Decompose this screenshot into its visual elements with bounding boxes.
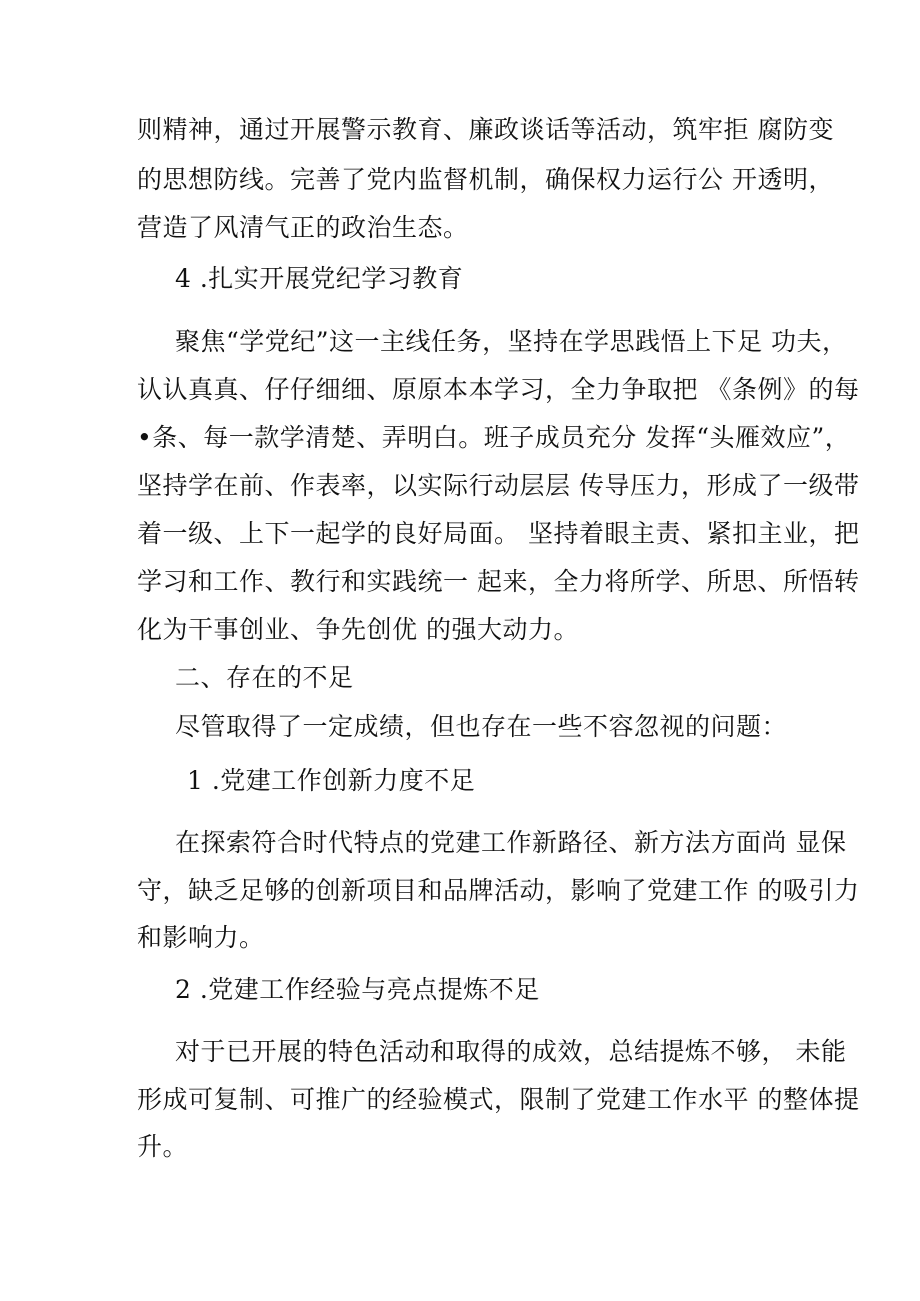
paragraph-line: 着一级、上下一起学的良好局面。 坚持着眼主责、紧扣主业，把 (137, 519, 860, 548)
paragraph-line: 聚焦“学党纪”这一主线任务，坚持在学思践悟上下足 功夫， (175, 327, 848, 356)
paragraph-line: 的思想防线。完善了党内监督机制，确保权力运行公 开透明， (137, 165, 834, 194)
paragraph-line: •条、每一款学清楚、弄明白。班子成员充分 发挥“头雁效应”， (137, 423, 851, 452)
paragraph-line: 则精神，通过开展警示教育、廉政谈话等活动，筑牢拒 腐防变 (137, 115, 834, 144)
paragraph-line: 化为干事创业、争先创优 的强大动力。 (137, 615, 579, 644)
paragraph-line: 守，缺乏足够的创新项目和品牌活动，影响了党建工作 的吸引力 (137, 876, 860, 905)
paragraph-line: 尽管取得了一定成绩，但也存在一些不容忽视的问题： (175, 712, 788, 741)
paragraph-line: 认认真真、仔仔细细、原原本本学习，全力争取把 《条例》的每 (137, 375, 860, 404)
paragraph-line: 形成可复制、可推广的经验模式，限制了党建工作水平 的整体提 (137, 1085, 860, 1114)
paragraph-line: 对于已开展的特色活动和取得的成效，总结提炼不够， 未能 (175, 1037, 847, 1066)
section-heading: 4 .扎实开展党纪学习教育 (175, 264, 464, 293)
paragraph-line: 升。 (137, 1132, 189, 1161)
paragraph-line: 在探索符合时代特点的党建工作新路径、新方法方面尚 显保 (175, 828, 847, 857)
section-heading: 2 .党建工作经验与亮点提炼不足 (175, 975, 540, 1004)
section-heading: 二、存在的不足 (175, 663, 354, 692)
section-heading: 1 .党建工作创新力度不足 (187, 766, 476, 795)
paragraph-line: 营造了风清气正的政治生态。 (137, 213, 469, 242)
paragraph-line: 坚持学在前、作表率，以实际行动层层 传导压力，形成了一级带 (137, 471, 860, 500)
paragraph-line: 学习和工作、教行和实践统一 起来，全力将所学、所思、所悟转 (137, 567, 860, 596)
paragraph-line: 和影响力。 (137, 923, 265, 952)
